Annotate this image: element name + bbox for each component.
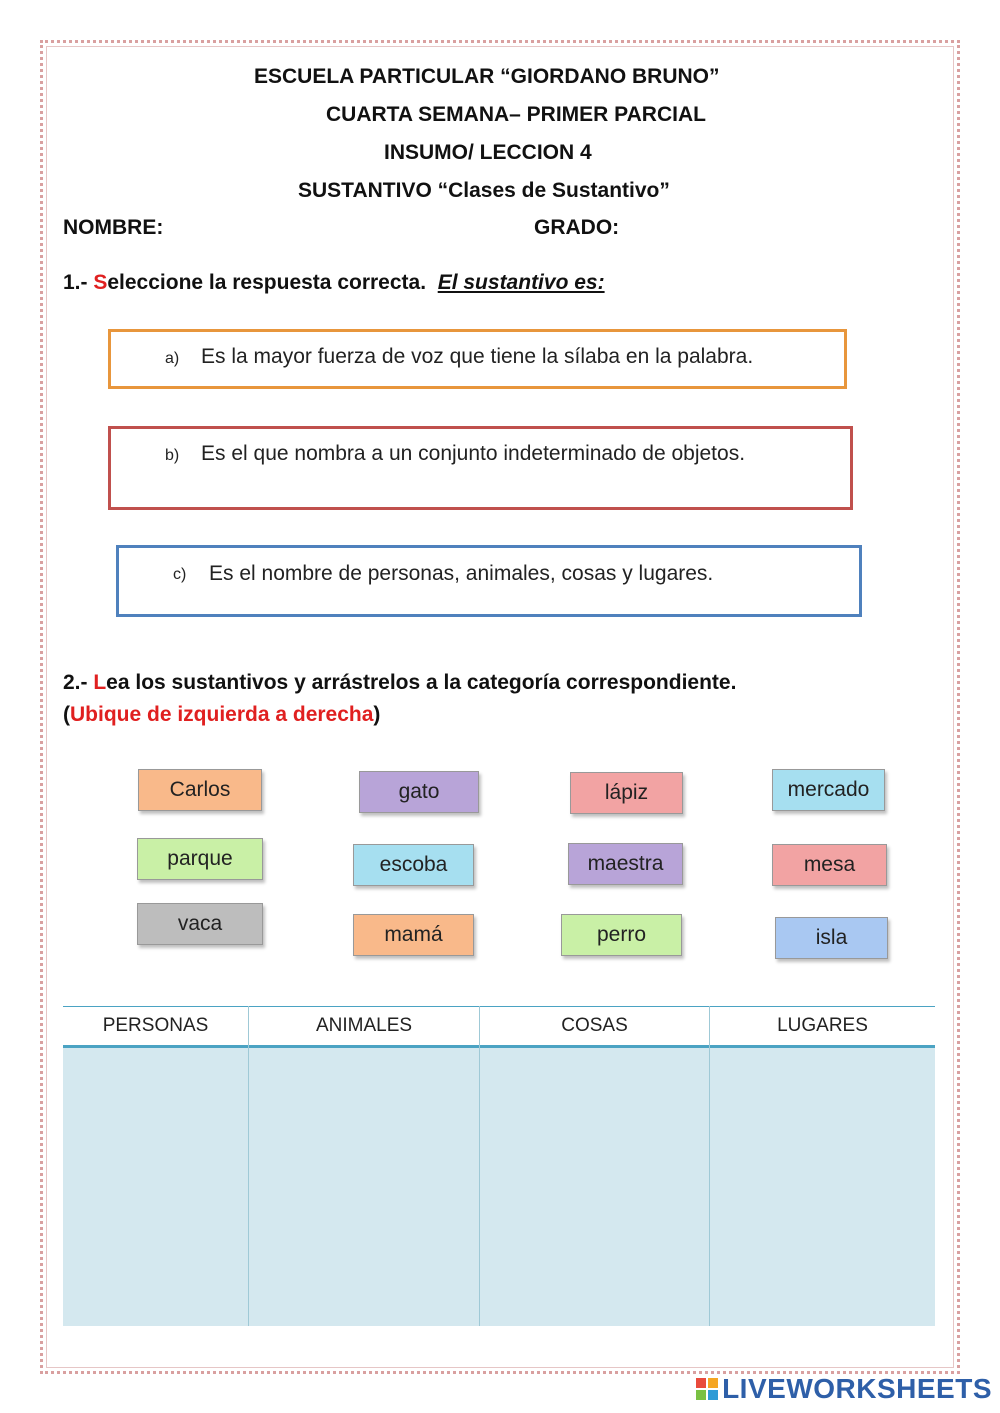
topic-title: SUSTANTIVO “Clases de Sustantivo” [298, 179, 670, 202]
school-title: ESCUELA PARTICULAR “GIORDANO BRUNO” [254, 65, 720, 88]
option-text: Es la mayor fuerza de voz que tiene la sílaba en la palabra. [201, 345, 754, 368]
question-1-initial: S [93, 271, 108, 294]
word-card-perro[interactable]: perro [561, 914, 682, 956]
option-text: Es el nombre de personas, animales, cosas y lugares. [209, 562, 714, 585]
question-1 [63, 271, 605, 295]
word-card-mesa[interactable]: mesa [772, 844, 887, 886]
word-card-parque[interactable]: parque [137, 838, 263, 880]
answer-option-a[interactable] [108, 329, 847, 389]
word-card-mama[interactable]: mamá [353, 914, 474, 956]
logo-mark-icon [696, 1378, 718, 1400]
question-1-number: 1.- [63, 271, 94, 294]
question-2-note [63, 703, 380, 727]
answer-option-b[interactable] [108, 426, 853, 510]
column-header-cosas: COSAS [561, 1015, 628, 1036]
drop-zone-animales[interactable] [249, 1048, 479, 1326]
column-divider [479, 1006, 480, 1326]
word-card-escoba[interactable]: escoba [353, 844, 474, 886]
option-letter: b) [165, 447, 180, 464]
column-header-animales: ANIMALES [315, 1015, 413, 1036]
note-paren-close: ) [373, 703, 381, 726]
answer-option-c[interactable] [116, 545, 862, 617]
option-letter: a) [165, 350, 180, 367]
option-letter: c) [173, 566, 187, 583]
question-1-text: eleccione la respuesta correcta. [107, 271, 427, 294]
note-text: Ubique de izquierda a derecha [70, 703, 374, 726]
grade-label: GRADO: [534, 216, 620, 239]
word-card-mercado[interactable]: mercado [772, 769, 885, 811]
word-card-carlos[interactable]: Carlos [138, 769, 262, 811]
word-card-isla[interactable]: isla [775, 917, 888, 959]
liveworksheets-logo [696, 1373, 992, 1405]
question-2-text: ea los sustantivos y arrástrelos a la categoría correspondiente. [106, 671, 737, 694]
column-divider [709, 1006, 710, 1326]
question-2-initial: L [93, 671, 107, 694]
note-paren-open: ( [63, 703, 70, 726]
name-label: NOMBRE: [63, 216, 164, 239]
word-card-vaca[interactable]: vaca [137, 903, 263, 945]
lesson-title: INSUMO/ LECCION 4 [384, 141, 592, 164]
drop-zone-personas[interactable] [63, 1048, 248, 1326]
option-text: Es el que nombra a un conjunto indeterminado de objetos. [201, 442, 746, 465]
question-1-prompt: El sustantivo es: [437, 271, 605, 294]
category-table [63, 1006, 935, 1326]
column-divider [248, 1006, 249, 1326]
question-2 [63, 671, 736, 695]
brand-name: LIVEWORKSHEETS [722, 1373, 992, 1404]
week-title: CUARTA SEMANA– PRIMER PARCIAL [326, 103, 706, 126]
question-2-number: 2.- [63, 671, 94, 694]
column-header-lugares: LUGARES [777, 1015, 868, 1036]
word-card-lapiz[interactable]: lápiz [570, 772, 683, 814]
drop-zone-lugares[interactable] [710, 1048, 935, 1326]
column-header-personas: PERSONAS [102, 1015, 209, 1036]
drop-zone-cosas[interactable] [480, 1048, 709, 1326]
word-card-maestra[interactable]: maestra [568, 843, 683, 885]
word-card-gato[interactable]: gato [359, 771, 479, 813]
